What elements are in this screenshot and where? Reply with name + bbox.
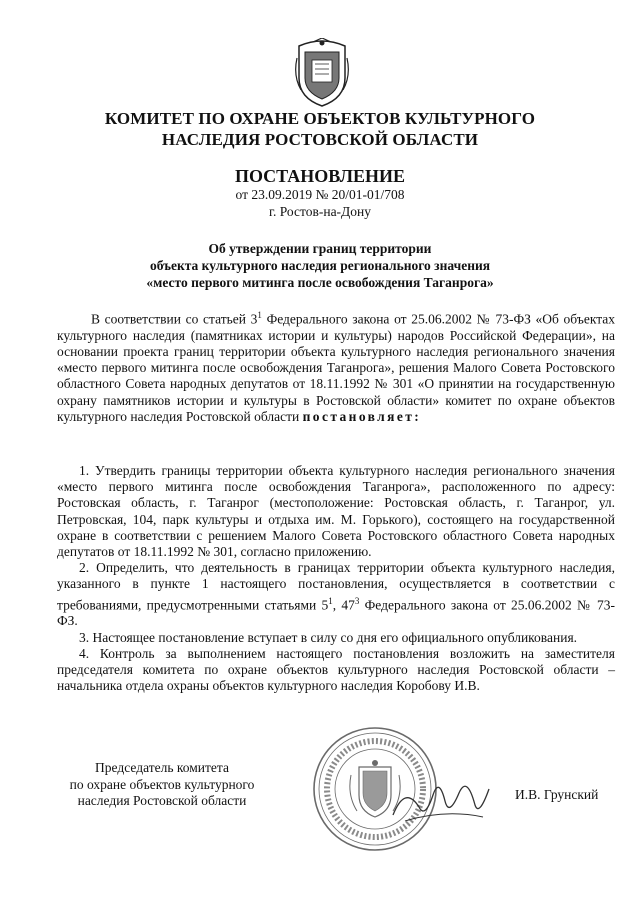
preamble-text-2: Федерального закона от 25.06.2002 № 73-ФЗ «Об объектах культурного наследия (памятниках истории и культуры) народов Российской Федерации», на основании проекта границ территории объекта культурного наследия регионального значения «место первого митинга после освобождения Таганрога», решения Малого Совета Ростовского областного Совета народных депутатов от 18.11.1992 № 301 «О принятии на государственную охрану памятников истории и культуры в Ростовской области» комитет по охране объектов культурного наследия Ростовской области	[57, 311, 616, 424]
signatory-name: И.В. Грунский	[515, 787, 599, 802]
item-4: 4. Контроль за выполнением настоящего постановления возложить на заместителя председателя комитета по охране объектов культурного наследия Ростовской области – начальника отдела охраны объектов культурного наследия Коробову И.В.	[57, 645, 615, 694]
signatory-line-1: Председатель комитета	[95, 760, 229, 775]
item-2-text-a: 2. Определить, что деятельность в границах территории объекта культурного наследия, указанного в пункте 1 настоящего постановления, осуществляется в соответствии с требованиями, предусмотренными статьями 5	[57, 560, 615, 613]
preamble-text-1: В соответствии со статьей 3	[91, 311, 258, 327]
item-2-text-b: , 47	[332, 597, 355, 613]
org-line-2: НАСЛЕДИЯ РОСТОВСКОЙ ОБЛАСТИ	[161, 130, 479, 149]
item-2-sup-2: 3	[354, 595, 360, 606]
preamble-paragraph	[57, 307, 615, 425]
document-subject	[0, 240, 640, 291]
document-date-number: от 23.09.2019 № 20/01-01/708	[235, 187, 405, 202]
subject-line-2: объекта культурного наследия регионального значения	[149, 258, 491, 273]
item-1: 1. Утвердить границы территории объекта культурного наследия регионального значения «место первого митинга после освобождения Таганрога», расположенного по адресу: Ростовская область, г. Таганрог (местоположение: Ростовская область, г. Таганрог, ул. Петровская, 104, парк культуры и отдыха им. М. Горького), состоящего на государственной охране в соответствии с решением Малого Совета Ростовского областного Совета народных депутатов от 18.11.1992 № 301, согласно приложению.	[57, 463, 615, 560]
subject-line-3: «место первого митинга после освобождения Таганрога»	[146, 275, 494, 290]
handwritten-signature-icon	[385, 765, 495, 835]
coat-of-arms-icon	[293, 38, 351, 108]
item-2-sup-1: 1	[328, 595, 333, 606]
document-city: г. Ростов-на-Дону	[268, 204, 371, 219]
item-2	[57, 560, 615, 629]
signatory-line-3: наследия Ростовской области	[77, 793, 247, 808]
organization-name	[0, 108, 640, 150]
item-2-text-c: Федерального закона от 25.06.2002 № 73-ФЗ.	[57, 597, 615, 629]
org-line-1: КОМИТЕТ ПО ОХРАНЕ ОБЪЕКТОВ КУЛЬТУРНОГО	[104, 109, 536, 128]
decree-word: постановляет:	[302, 408, 422, 424]
document-type: ПОСТАНОВЛЕНИЕ	[234, 166, 406, 186]
decree-items	[57, 463, 615, 694]
preamble-sup: 1	[257, 310, 262, 320]
subject-line-1: Об утверждении границ территории	[208, 241, 432, 256]
signatory-title	[57, 760, 267, 810]
signatory-line-2: по охране объектов культурного	[69, 776, 255, 792]
item-3: 3. Настоящее постановление вступает в силу со дня его официального опубликования.	[79, 629, 578, 645]
